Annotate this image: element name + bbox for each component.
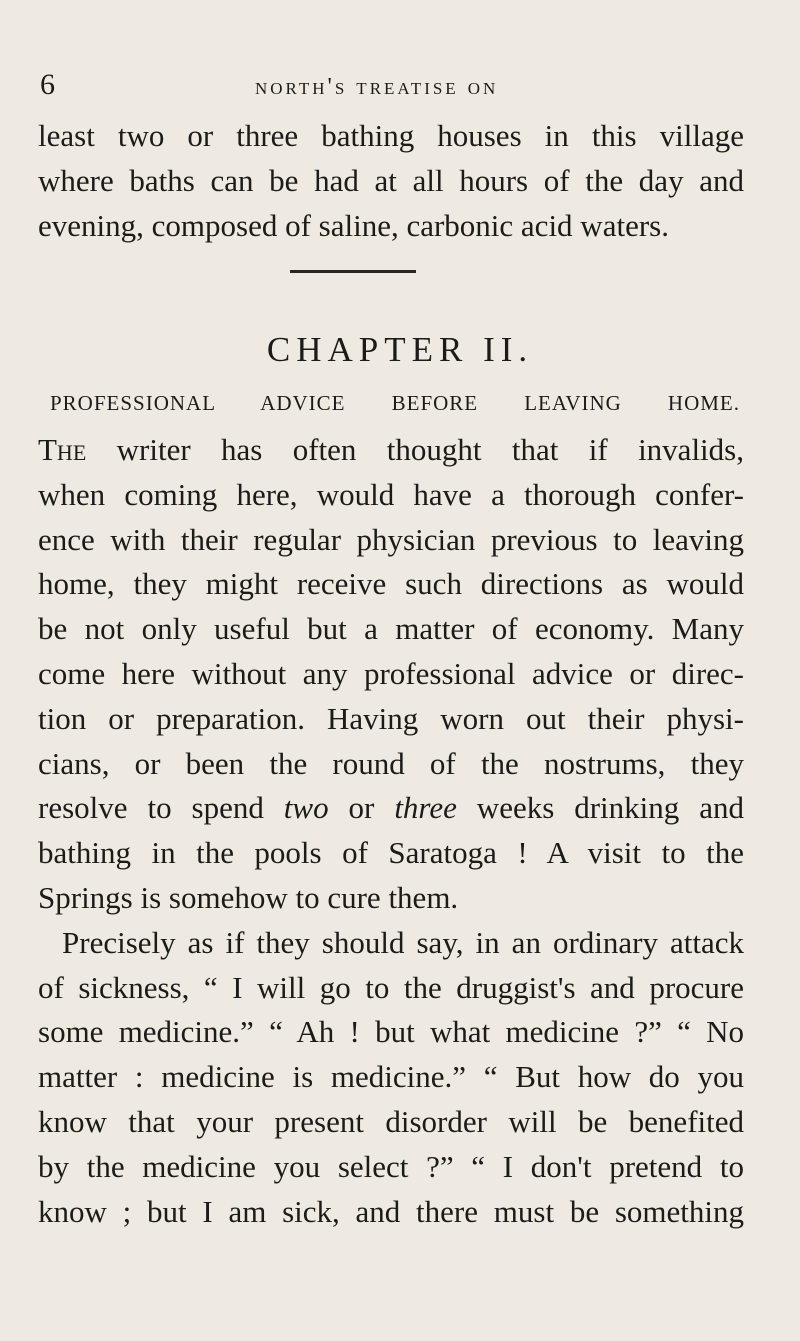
text-line: [38, 786, 744, 831]
italic-word: two: [283, 790, 329, 826]
text-fragment: resolve to spend: [38, 790, 284, 826]
text-fragment: writer has often thought that if invalids,: [86, 432, 744, 467]
chapter-subtitle: PROFESSIONAL ADVICE BEFORE LEAVING HOME.: [50, 391, 740, 415]
text-line: Springs is somehow to cure them.: [38, 879, 459, 915]
intro-paragraph: [38, 114, 744, 248]
chapter-title: CHAPTER II.: [266, 330, 534, 369]
section-divider: [290, 270, 416, 273]
text-line: when coming here, would have a thorough confer-: [38, 476, 744, 512]
text-line: [38, 428, 744, 473]
chapter-body: [38, 428, 744, 1234]
italic-word: three: [394, 790, 457, 826]
text-line: ence with their regular physician previous to leaving: [38, 521, 744, 557]
text-line: of sickness, “ I will go to the druggist's and procure: [38, 969, 744, 1005]
text-line: some medicine.” “ Ah ! but what medicine ?” “ No: [38, 1014, 744, 1050]
text-line: where baths can be had at all hours of the day and: [38, 162, 744, 198]
page-number: 6: [40, 68, 55, 101]
text-fragment: or: [328, 790, 395, 826]
running-title: north's treatise on: [255, 74, 499, 100]
text-fragment: weeks drinking and: [456, 790, 744, 826]
text-line: home, they might receive such directions as would: [38, 566, 744, 602]
text-line: be not only useful but a matter of economy. Many: [38, 611, 744, 647]
text-line: Precisely as if they should say, in an ordinary attack: [62, 924, 744, 960]
text-line: by the medicine you select ?” “ I don't pretend to: [38, 1148, 744, 1184]
text-line: tion or preparation. Having worn out their physi-: [38, 700, 744, 736]
running-head: [40, 66, 740, 106]
opening-word: The: [38, 432, 87, 467]
text-line: evening, composed of saline, carbonic acid waters.: [38, 207, 669, 243]
text-line: bathing in the pools of Saratoga ! A visit to the: [38, 835, 744, 871]
text-line: matter : medicine is medicine.” “ But how do you: [38, 1059, 744, 1095]
text-line: know ; but I am sick, and there must be something: [38, 1193, 744, 1229]
text-line: know that your present disorder will be benefited: [38, 1103, 744, 1139]
text-line: come here without any professional advice or direc-: [38, 655, 744, 691]
text-line: cians, or been the round of the nostrums, they: [38, 745, 744, 781]
text-line: least two or three bathing houses in this village: [38, 118, 744, 153]
